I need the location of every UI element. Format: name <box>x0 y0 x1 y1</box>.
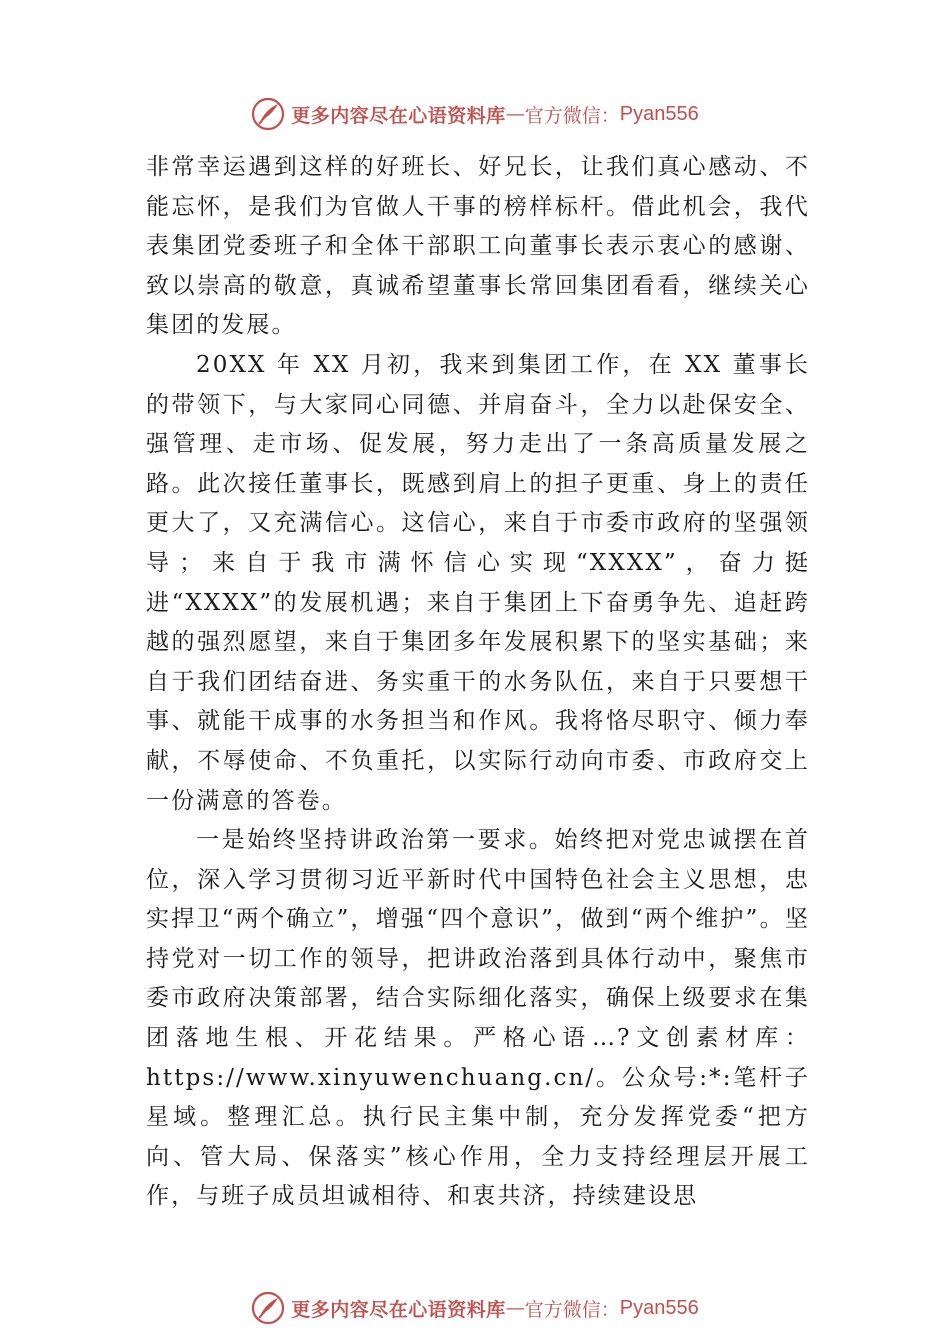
paragraph: 非常幸运遇到这样的好班长、好兄长，让我们真心感动、不能忘怀，是我们为官做人干事的榜样标杆。借此机会，我代表集团党委班子和全体干部职工向董事长表示衷心的感谢、 致以崇高的敬意，真诚希望董事长常回集团看看，继续关心集团的发展。 <box>146 154 810 339</box>
document-body <box>146 148 810 1217</box>
quill-logo-icon <box>251 97 285 131</box>
quill-logo-icon <box>251 1291 285 1325</box>
banner-wechat-id: Pyan556 <box>619 1296 699 1319</box>
footer-banner <box>0 1288 950 1328</box>
banner-title: 更多内容尽在心语资料库 <box>291 104 506 127</box>
banner-dash: — <box>505 103 525 125</box>
banner-title: 更多内容尽在心语资料库 <box>291 1298 506 1321</box>
banner-wechat-label: 官方微信： <box>524 1298 620 1321</box>
banner-wechat-id: Pyan556 <box>619 102 699 125</box>
paragraph: 20XX 年 XX 月初，我来到集团工作，在 XX 董事长的带领下，与大家同心同德、并肩奋斗，全力以赴保安全、强管理、走市场、促发展，努力走出了一条高质量发展之路。此次接任董事长，既感到肩上的担子更重、身上的责任更大了，又充满信心。这信心，来自于市委市政府的坚强领导；来自于我市满怀信心实现“XXXX”，奋力挺进“XXXX”的发展机遇；来自于集团上下奋勇争先、追赶跨越的强烈愿望，来自于集团多年发展积累下的坚实基础；来自于我们团结奋进、务实重干的水务队伍，来自于只要想干事、就能干成事的水务担当和作风。我将恪尽职守、倾力奉献，不辱使命、不负重托，以实际行动向市委、市政府交上一份满意的答卷。 <box>146 351 810 814</box>
paragraph: 一是始终坚持讲政治第一要求。始终把对党忠诚摆在首位，深入学习贯彻习近平新时代中国特色社会主义思想，忠实捍卫“两个确立”，增强“四个意识”，做到“两个维护”。坚持党对一切工作的领导，把讲政治落到具体行动中，聚焦市委市政府决策部署，结合实际细化落实，确保上级要求在集团落地生根、开花结果。严格心语…?文创素材库：https://www.xinyuwenchuang.cn/。公众号:*:笔杆子星域。整理汇总。执行民主集中制，充分发挥党委“把方向、管大局、保落实”核心作用，全力支持经理层开展工作，与班子成员坦诚相待、和衷共济，持续建设思 <box>146 827 810 1210</box>
banner-dash: — <box>505 1297 525 1319</box>
header-banner <box>0 94 950 134</box>
banner-wechat-label: 官方微信： <box>524 104 620 127</box>
